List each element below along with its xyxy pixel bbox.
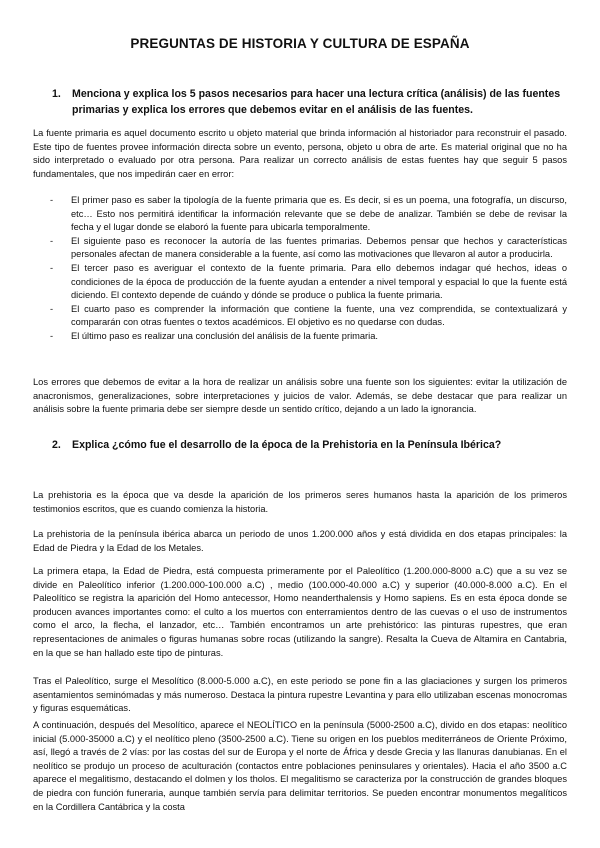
- paragraph-mesolithic: Tras el Paleolítico, surge el Mesolítico (8.000-5.000 a.C), en este periodo se pone fin a las glaciaciones y surgen los primeros asentamientos seminómadas y más numeroso. Destaca la pintura rupestre Levantina y para ello utilizaban escenas monocromas y figuras esquemáticas.: [33, 676, 567, 714]
- bullet-dash: -: [50, 262, 54, 273]
- bullet-dash: -: [50, 235, 54, 246]
- paragraph-prehistory-definition: La prehistoria es la época que va desde la aparición de los primeros seres humanos hasta la aparición de los primeros testimonios escritos, que es cuando comienza la historia.: [33, 490, 567, 514]
- step-item: [50, 194, 567, 235]
- step-text: El cuarto paso es comprender la información que contiene la fuente, una vez comprendida, se contextualizará y compararán con otras fuentes o textos académicos. El objetivo es no quedarse con dudas.: [71, 303, 567, 328]
- question-1-heading: [52, 86, 572, 118]
- steps-list: [50, 194, 567, 344]
- bullet-dash: -: [50, 195, 54, 205]
- paragraph-stone-age: La primera etapa, la Edad de Piedra, está compuesta primeramente por el Paleolítico (1.200.000-8000 a.C) que a su vez se divide en Paleolítico inferior (1.200.000-100.000 a.C) , medio (100.000-40.000 a.C) y superior (40.000-8.000 a.C). En el Paleolítico se registra la aparición del Homo antecessor, Homo neanderthalensis y Homo sapiens. Es en esta época donde se producen avances importantes como: el culto a los muertos con enterramientos dentro de las cuevas o el uso de instrumentos como el arco, la flecha, el lanzador, etc… También encontramos un arte prehistórico: las pinturas rupestres, que eran representaciones de animales o figuras humanas sobre rocas (utilizando la sangre). Resalta la Cueva de Altamira en Cantabria, en la que se han hallado este tipo de pinturas.: [33, 566, 567, 658]
- question-2-text: Explica ¿cómo fue el desarrollo de la época de la Prehistoria en la Península Ibérica?: [72, 439, 502, 451]
- question-1-text: Menciona y explica los 5 pasos necesarios para hacer una lectura crítica (análisis) de las fuentes primarias y explica los errores que debemos evitar en el análisis de las fuentes.: [72, 88, 561, 116]
- question-2-heading: [52, 437, 572, 453]
- question-2-number: 2.: [52, 439, 61, 451]
- step-item: [50, 262, 567, 303]
- question-1-errors: Los errores que debemos de evitar a la hora de realizar un análisis sobre una fuente son los siguientes: evitar la utilización de anacronismos, generalizaciones, sobre interpretaciones y juicios de valor. Además, se debe destacar que para realizar un análisis sobre la fuente primaria debe ser siempre desde un sentido crítico, dejando a un lado la ignorancia.: [33, 377, 567, 415]
- bullet-dash: -: [50, 330, 54, 341]
- paragraph-iberian-periods: La prehistoria de la península ibérica abarca un periodo de unos 1.200.000 años y está dividida en dos etapas principales: la Edad de Piedra y la Edad de los Metales.: [33, 529, 567, 553]
- step-item: [50, 303, 567, 330]
- step-text: El tercer paso es averiguar el contexto de la fuente primaria. Para ello debemos indagar qué hechos, ideas o condiciones de la época de producción de la fuente ayudan a entender a nivel temporal y espacial lo que la fuente está diciendo. El contexto depende de cuándo y dónde se produce o publica la fuente primaria.: [71, 262, 567, 301]
- document-title: PREGUNTAS DE HISTORIA Y CULTURA DE ESPAÑA: [130, 36, 470, 51]
- paragraph-neolithic: A continuación, después del Mesolítico, aparece el NEOLÍTICO en la península (5000-2500 a.C), divido en dos etapas: neolítico inicial (5.000-35000 a.C) y el neolítico pleno (3500-2500 a.C). Tiene su origen en los pueblos mediterráneos de Oriente Próximo, así, llegó a través de 2 vías: por las costas del sur de Europa y el norte de África y desde Grecia y las llanuras danubianas. En el neolítico se produjo un proceso de aculturación (contactos entre poblaciones peninsulares y orientales). Hacia el año 3500 a.C aparece el megalitismo, destacando el dolmen y los tholos. El megalitismo se caracteriza por la construcción de grandes bloques de piedra con función funeraria, aunque también servía para delimitar territorios. Se pueden encontrar monumentos megalíticos en la Cordillera Cantábrica y la costa: [33, 720, 567, 812]
- bullet-dash: -: [50, 303, 54, 314]
- question-1-number: 1.: [52, 88, 61, 100]
- step-text: El último paso es realizar una conclusión del análisis de la fuente primaria.: [71, 330, 378, 341]
- step-text: El primer paso es saber la tipología de la fuente primaria que es. Es decir, si es un poema, una fotografía, un discurso, etc… Esto nos permitirá identificar la información relevante que se debe de analizar. También se debe de revisar la fecha y el lugar donde se elaboró la fuente para ubicarla temporalmente.: [71, 195, 567, 233]
- step-item: [50, 235, 567, 262]
- step-item: [50, 330, 567, 344]
- step-text: El siguiente paso es reconocer la autoría de las fuentes primarias. Debemos pensar que hechos y características personales afectan de manera considerable a la fuente, así como las motivaciones que llevaron al autor a producirla.: [71, 235, 567, 260]
- question-1-intro: La fuente primaria es aquel documento escrito u objeto material que brinda información al historiador para reconstruir el pasado. Este tipo de fuentes provee información directa sobre un evento, persona, objeto u obra de arte. Es material original que no ha sido interpretado o evaluado por otra persona. Para realizar un correcto análisis de estas fuentes hay que seguir 5 pasos fundamentales, que nos impedirán caer en error:: [33, 128, 567, 179]
